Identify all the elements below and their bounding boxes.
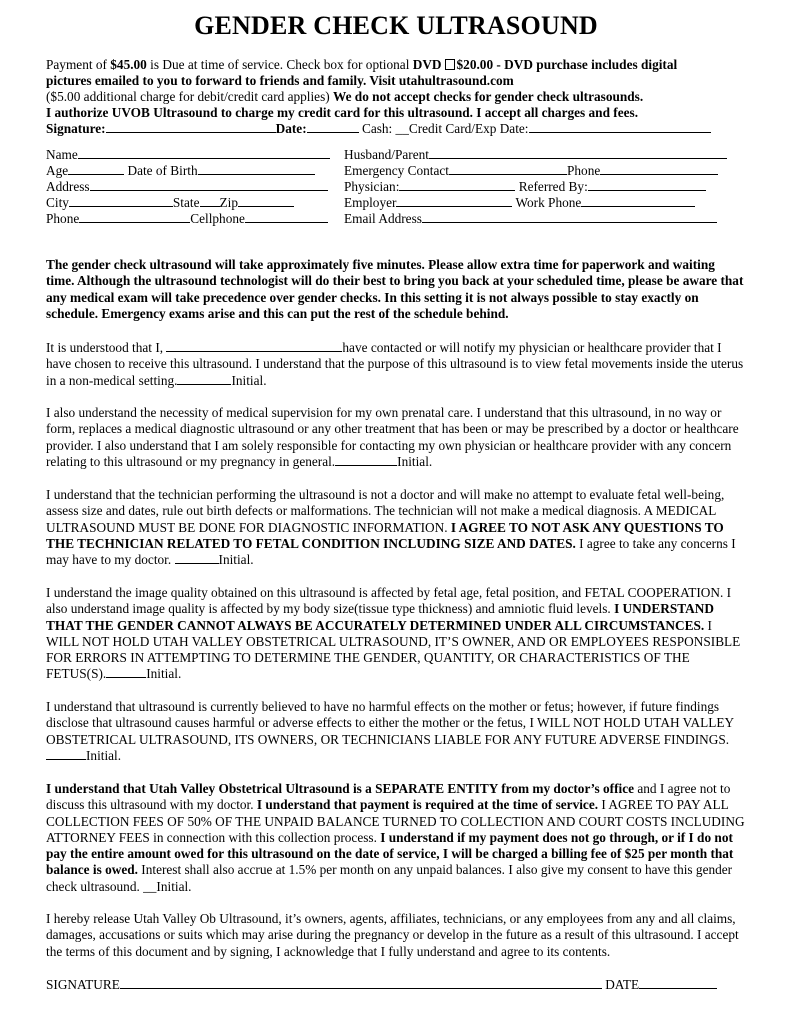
dob-field[interactable] — [198, 163, 315, 175]
acknowledgment-safety — [46, 699, 746, 764]
signature-label: Signature: — [46, 121, 106, 137]
name-label: Name — [46, 147, 78, 163]
payment-amount: $45.00 — [110, 57, 147, 72]
para1-text-a: It is understood that I, — [46, 340, 167, 355]
para4-text-a: I understand the image quality obtained on this ultrasound is affected by fetal age, fetal position, and FETAL COOPERATION. I also understand image quality is affected by my body size(tissue type thickness) and amniotic fluid levels. — [46, 585, 732, 617]
scheduling-notice: The gender check ultrasound will take approximately five minutes. Please allow extra time for paperwork and waiting time. Although the ultrasound technologist will do their best to bring you back at your scheduled time, please be aware that any medical exam will take precedence over gender checks. In this setting it is not always possible to stay exactly on schedule. Emergency exams arise and this can put the rest of the schedule behind. — [46, 257, 744, 321]
authorization-text: I authorize UVOB Ultrasound to charge my credit card for this ultrasound. I accept all charges and fees. — [46, 105, 639, 121]
acknowledgment-supervision — [46, 405, 746, 470]
dvd-checkbox[interactable] — [445, 59, 455, 70]
phone-field[interactable] — [79, 211, 190, 223]
para5-text: I understand that ultrasound is currently believed to have no harmful effects on the mother or fetus; however, if future findings disclose that ultrasound causes harmful or adverse effects to either the mother or the fetus, I WILL NOT HOLD UTAH VALLEY OBSTETRICAL ULTRASOUND, ITS OWNERS, OR TECHNICIANS LIABLE FOR ANY FUTURE ADVERSE FINDINGS. — [46, 699, 734, 747]
initial-label-6: Initial. — [156, 878, 192, 894]
work-phone-field[interactable] — [581, 195, 695, 207]
phone-label: Phone — [46, 211, 80, 227]
emergency-phone-field[interactable] — [600, 163, 718, 175]
acknowledgment-image-quality — [46, 585, 746, 683]
para4-text-c: I WILL NOT HOLD UTAH VALLEY OBSTETRICAL ULTRASOUND, IT’S OWNER, AND OR EMPLOYEES RESPONSIBLE FOR ERRORS IN ATTEMPTING TO DETERMINE THE GENDER, QUANTITY, OR CHARACTERISTICS OF THE FETUS(S). — [46, 617, 741, 682]
para6-text-f: Interest shall also accrue at 1.5% per month on any unpaid balances. I also give my consent to have this gender check ultrasound. __ — [46, 862, 733, 894]
initial-label-3: Initial. — [218, 552, 254, 568]
para6-text-a: I understand that Utah Valley Obstetrical Ultrasound is a SEPARATE ENTITY from my doctor’s office — [46, 781, 635, 796]
name-field[interactable] — [78, 147, 330, 159]
para6-text-c: I understand that payment is required at the time of service. — [256, 797, 599, 813]
cellphone-label: Cellphone — [190, 211, 245, 227]
employer-label: Employer — [344, 195, 397, 211]
date-field[interactable] — [307, 121, 359, 133]
emergency-contact-field[interactable] — [449, 163, 567, 175]
email-field[interactable] — [422, 211, 717, 223]
acknowledgment-physician — [46, 340, 746, 389]
footer-signature-label: SIGNATURE — [46, 977, 120, 992]
credit-card-label: Credit Card/Exp Date: — [408, 121, 529, 137]
initial-label-1: Initial. — [231, 372, 267, 388]
city-field[interactable] — [69, 195, 173, 207]
para2-text: I also understand the necessity of medical supervision for my own prenatal care. I understand that this ultrasound, in no way or form, replaces a medical diagnostic ultrasound or any other treatment that has been or may be prescribed by a doctor or healthcare provider. I also understand that I am solely responsible for contacting my own physician or healthcare provider with any concern relating to this ultrasound or my pregnancy in general. — [46, 405, 739, 469]
age-field[interactable] — [68, 163, 124, 175]
husband-parent-label: Husband/Parent — [344, 147, 429, 163]
employer-field[interactable] — [396, 195, 512, 207]
initial-field-4[interactable] — [106, 666, 146, 678]
credit-card-field[interactable] — [529, 121, 711, 133]
consent-form — [46, 10, 746, 227]
release-statement: I hereby release Utah Valley Ob Ultrasound, it’s owners, agents, affiliates, technicians, or any employees from any and all claims, damages, accusations or suits which may arise during the pregnancy or develop in the future as a result of this ultrasound. I accept the terms of this document and by signing, I acknowledge that I fully understand and agree to its contents. — [46, 911, 739, 959]
initial-label-5: Initial. — [86, 747, 122, 763]
initial-label-2: Initial. — [397, 453, 433, 469]
no-checks-note: We do not accept checks for gender check ultrasounds. — [333, 89, 644, 105]
initial-field-5[interactable] — [46, 748, 86, 760]
emergency-phone-label: Phone — [567, 163, 601, 179]
initial-label-4: Initial. — [146, 666, 182, 682]
husband-parent-field[interactable] — [429, 147, 727, 159]
payment-text-2: is Due at time of service. Check box for optional — [146, 57, 413, 72]
dob-label: Date of Birth — [124, 163, 198, 179]
state-field[interactable] — [200, 195, 220, 207]
referred-by-label: Referred By: — [515, 179, 588, 195]
emergency-contact-label: Emergency Contact — [344, 163, 449, 179]
payment-text: Payment of — [46, 57, 111, 72]
para6-text-d: I AGREE TO PAY ALL COLLECTION FEES OF 50% OF THE UNPAID BALANCE TURNED TO COLLECTION AND COURT COSTS INCLUDING ATTORNEY FEES in connection with this collection process. — [46, 797, 745, 845]
initial-field-2[interactable] — [335, 454, 397, 466]
acknowledgment-payment — [46, 781, 746, 895]
dvd-label: DVD — [412, 57, 442, 72]
card-fee-note: ($5.00 additional charge for debit/credit card applies) — [46, 89, 334, 105]
address-field[interactable] — [90, 179, 328, 191]
acknowledgment-technician — [46, 487, 746, 568]
physician-field[interactable] — [399, 179, 515, 191]
work-phone-label: Work Phone — [512, 195, 582, 211]
physician-label: Physician: — [344, 179, 400, 195]
footer-date-label: DATE — [601, 977, 640, 992]
dvd-price: $20.00 - DVD purchase includes digital — [456, 57, 678, 72]
para6-text-b: and I agree not to discuss this ultrasound with my doctor. — [46, 781, 731, 813]
para3-text-a: I understand that the technician performing the ultrasound is not a doctor and will make no attempt to evaluate fetal well-being, assess size and dates, rule out birth defects or malformations. The technician will not make a medical diagnosis. A MEDICAL ULTRASOUND MUST BE DONE FOR DIAGNOSTIC INFORMATION. — [46, 487, 725, 535]
date-label: Date: — [275, 121, 307, 137]
footer-date-field[interactable] — [639, 977, 717, 989]
email-label: Email Address — [344, 211, 422, 227]
footer-signature-row — [46, 977, 746, 993]
zip-label: Zip — [219, 195, 238, 211]
zip-field[interactable] — [238, 195, 294, 207]
para4-text-b: I UNDERSTAND THAT THE GENDER CANNOT ALWAYS BE ACCURATELY DETERMINED UNDER ALL CIRCUMSTANCES. — [46, 601, 714, 633]
dvd-description: pictures emailed to you to forward to friends and family. Visit utahultrasound.com — [46, 73, 514, 89]
para1-text-b: have contacted or will notify my physician or healthcare provider that I have chosen to receive this ultrasound. I understand that the purpose of this ultrasound is to view fetal movements inside the uterus in a non-medical setting. — [46, 340, 744, 388]
cash-label: Cash: __ — [358, 121, 409, 137]
para6-text-e: I understand if my payment does not go through, or if I do not pay the entire amount owed for this ultrasound on the date of service, I will be charged a billing fee of $25 per month that balance is owed. — [46, 829, 734, 878]
referred-by-field[interactable] — [588, 179, 706, 191]
city-label: City — [46, 195, 69, 211]
para3-text-b: I AGREE TO NOT ASK ANY QUESTIONS TO THE TECHNICIAN RELATED TO FETAL CONDITION INCLUDING SIZE AND DATES. — [46, 519, 724, 551]
para3-text-c: I agree to take any concerns I may have to my doctor. — [46, 535, 736, 568]
form-title: GENDER CHECK ULTRASOUND — [194, 11, 598, 40]
signature-field[interactable] — [106, 121, 276, 133]
cellphone-field[interactable] — [245, 211, 328, 223]
payment-section — [46, 57, 746, 137]
initial-field-1[interactable] — [177, 373, 231, 385]
patient-name-field[interactable] — [166, 340, 342, 352]
address-label: Address — [46, 179, 90, 195]
footer-signature-field[interactable] — [120, 977, 602, 989]
patient-info-section — [46, 147, 746, 227]
age-label: Age — [46, 163, 69, 179]
state-label: State — [172, 195, 200, 211]
initial-field-3[interactable] — [175, 552, 219, 564]
